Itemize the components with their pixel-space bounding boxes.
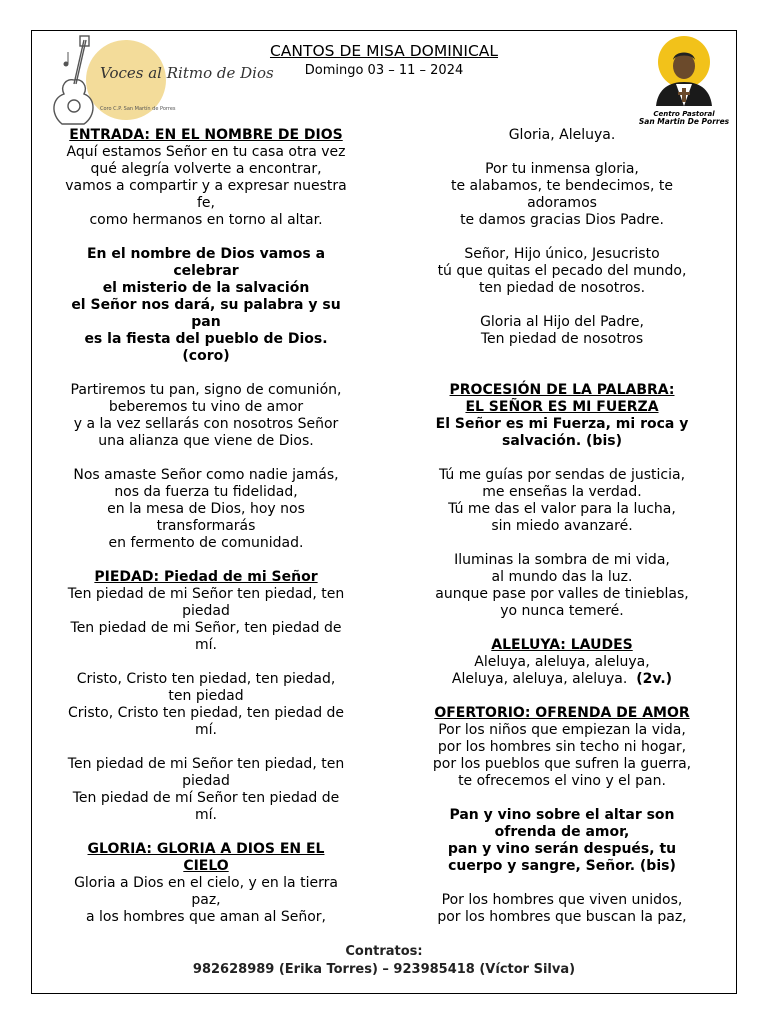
verse-gap	[404, 875, 720, 892]
lyric-line: mí.	[195, 722, 217, 738]
chorus-line: En el nombre de Dios vamos a	[86, 246, 326, 262]
contacts-footer	[31, 943, 737, 979]
logo-title: Voces al Ritmo de Dios	[100, 64, 274, 82]
lyric-line: Gloria al Hijo del Padre,	[480, 314, 644, 330]
verse-gap	[404, 144, 720, 161]
lyric-line: Señor, Hijo único, Jesucristo	[464, 246, 660, 262]
lyric-line: en fermento de comunidad.	[108, 535, 304, 551]
lyric-line: ten piedad de nosotros.	[478, 280, 646, 296]
verse-gap	[46, 365, 366, 382]
verse-gap	[46, 450, 366, 467]
lyric-line: Por los niños que empiezan la vida,	[438, 722, 686, 738]
chorus-line: es la fiesta del pueblo de Dios.	[84, 331, 328, 347]
parish-logo	[640, 32, 730, 128]
song-heading: EL SEÑOR ES MI FUERZA	[465, 399, 659, 415]
song-heading: PIEDAD: Piedad de mi Señor	[94, 569, 318, 585]
lyric-line: Partiremos tu pan, signo de comunión,	[70, 382, 342, 398]
repeat-marker: (2v.)	[636, 671, 673, 687]
lyric-line: Aleluya, aleluya, aleluya,	[474, 654, 650, 670]
lyric-line: piedad	[182, 603, 230, 619]
song-heading: GLORIA: GLORIA A DIOS EN EL	[87, 841, 325, 857]
chorus-line: (coro)	[182, 348, 230, 364]
lyric-line: nos da fuerza tu fidelidad,	[114, 484, 298, 500]
verse-gap	[46, 824, 366, 841]
lyric-line: sin miedo avanzaré.	[491, 518, 633, 534]
lyric-line	[404, 671, 720, 688]
chorus-line: celebrar	[173, 263, 239, 279]
song-heading: OFERTORIO: OFRENDA DE AMOR	[434, 705, 690, 721]
song-heading: PROCESIÓN DE LA PALABRA:	[449, 382, 675, 398]
lyric-line: Ten piedad de mí Señor ten piedad de	[72, 790, 340, 806]
contacts-label: Contratos:	[345, 944, 423, 959]
lyric-line: por los hombres que buscan la paz,	[437, 909, 687, 925]
verse-gap	[404, 620, 720, 637]
verse-gap	[404, 790, 720, 807]
chorus-line: cuerpo y sangre, Señor. (bis)	[448, 858, 676, 874]
chorus-line: ofrenda de amor,	[494, 824, 630, 840]
chorus-line: pan	[191, 314, 221, 330]
lyric-line: qué alegría volverte a encontrar,	[90, 161, 322, 177]
lyric-line: Ten piedad de mi Señor, ten piedad de	[70, 620, 342, 636]
lyric-line: me enseñas la verdad.	[482, 484, 642, 500]
verse-gap	[46, 229, 366, 246]
lyric-line: piedad	[182, 773, 230, 789]
choir-logo	[40, 34, 274, 128]
lyric-line: Por los hombres que viven unidos,	[441, 892, 683, 908]
lyric-line: tú que quitas el pecado del mundo,	[437, 263, 687, 279]
verse-gap	[404, 535, 720, 552]
chorus-line: Pan y vino sobre el altar son	[449, 807, 675, 823]
chorus-line: salvación. (bis)	[502, 433, 622, 449]
lyric-line: por los hombres sin techo ni hogar,	[437, 739, 687, 755]
chorus-line: el misterio de la salvación	[102, 280, 310, 296]
song-heading: CIELO	[183, 858, 229, 874]
lyric-line: Gloria a Dios en el cielo, y en la tierra	[74, 875, 338, 891]
verse-gap	[404, 297, 720, 314]
lyric-line: te damos gracias Dios Padre.	[460, 212, 664, 228]
lyric-line: paz,	[191, 892, 221, 908]
lyric-line: vamos a compartir y a expresar nuestra	[65, 178, 347, 194]
contacts-numbers: 982628989 (Erika Torres) – 923985418 (Víctor Silva)	[192, 962, 576, 977]
lyric-text: Aleluya, aleluya, aleluya.	[451, 671, 628, 687]
verse-gap	[404, 688, 720, 705]
logo-line2: San Martin De Porres	[638, 117, 730, 126]
lyric-line: ten piedad	[168, 688, 244, 704]
lyric-line: a los hombres que aman al Señor,	[85, 909, 326, 925]
lyric-line: Iluminas la sombra de mi vida,	[454, 552, 670, 568]
lyric-line: Tú me guías por sendas de justicia,	[438, 467, 686, 483]
verse-gap	[46, 739, 366, 756]
saint-martin-icon	[640, 32, 730, 128]
lyric-line: por los pueblos que sufren la guerra,	[432, 756, 692, 772]
lyric-line: mí.	[195, 807, 217, 823]
chorus-line: el Señor nos dará, su palabra y su	[71, 297, 341, 313]
lyric-line: fe,	[197, 195, 215, 211]
logo-line1: Centro Pastoral	[653, 110, 715, 118]
lyric-line: adoramos	[527, 195, 597, 211]
lyric-line: al mundo das la luz.	[491, 569, 633, 585]
verse-gap	[46, 654, 366, 671]
verse-gap	[404, 348, 720, 365]
verse-gap	[404, 450, 720, 467]
lyric-line: yo nunca temeré.	[500, 603, 624, 619]
lyric-line: Cristo, Cristo ten piedad, ten piedad,	[76, 671, 336, 687]
chorus-line: El Señor es mi Fuerza, mi roca y	[435, 416, 689, 432]
lyric-line: Cristo, Cristo ten piedad, ten piedad de	[67, 705, 345, 721]
verse-gap	[46, 552, 366, 569]
song-heading: ALELUYA: LAUDES	[491, 637, 633, 653]
lyric-line: como hermanos en torno al altar.	[89, 212, 323, 228]
guitar-logo-icon	[40, 34, 274, 128]
verse-gap	[404, 365, 720, 382]
lyric-line: Nos amaste Señor como nadie jamás,	[73, 467, 339, 483]
lyric-line: beberemos tu vino de amor	[108, 399, 304, 415]
lyric-line: mí.	[195, 637, 217, 653]
lyric-line: Ten piedad de nosotros	[480, 331, 644, 347]
left-column	[46, 127, 366, 926]
mass-date: Domingo 03 – 11 – 2024	[304, 63, 464, 78]
verse-gap	[404, 229, 720, 246]
logo-subtitle: Coro C.P. San Martín de Porres	[100, 106, 176, 112]
lyric-line: aunque pase por valles de tinieblas,	[435, 586, 689, 602]
chorus-line: pan y vino serán después, tu	[447, 841, 677, 857]
lyric-line: Tú me das el valor para la lucha,	[448, 501, 676, 517]
lyric-line: y a la vez sellarás con nosotros Señor	[73, 416, 339, 432]
song-heading: ENTRADA: EN EL NOMBRE DE DIOS	[69, 127, 343, 143]
lyric-line: te alabamos, te bendecimos, te	[451, 178, 673, 194]
lyric-line: Ten piedad de mi Señor ten piedad, ten	[67, 586, 345, 602]
lyric-line: te ofrecemos el vino y el pan.	[458, 773, 666, 789]
lyric-line: Gloria, Aleluya.	[508, 127, 616, 143]
lyric-line: Por tu inmensa gloria,	[485, 161, 639, 177]
lyric-line: transformarás	[156, 518, 256, 534]
lyric-line: Ten piedad de mi Señor ten piedad, ten	[67, 756, 345, 772]
lyric-line: Aquí estamos Señor en tu casa otra vez	[66, 144, 346, 160]
lyric-line: en la mesa de Dios, hoy nos	[107, 501, 305, 517]
page-title: CANTOS DE MISA DOMINICAL	[269, 42, 499, 60]
right-column	[404, 127, 720, 926]
lyric-line: una alianza que viene de Dios.	[98, 433, 314, 449]
